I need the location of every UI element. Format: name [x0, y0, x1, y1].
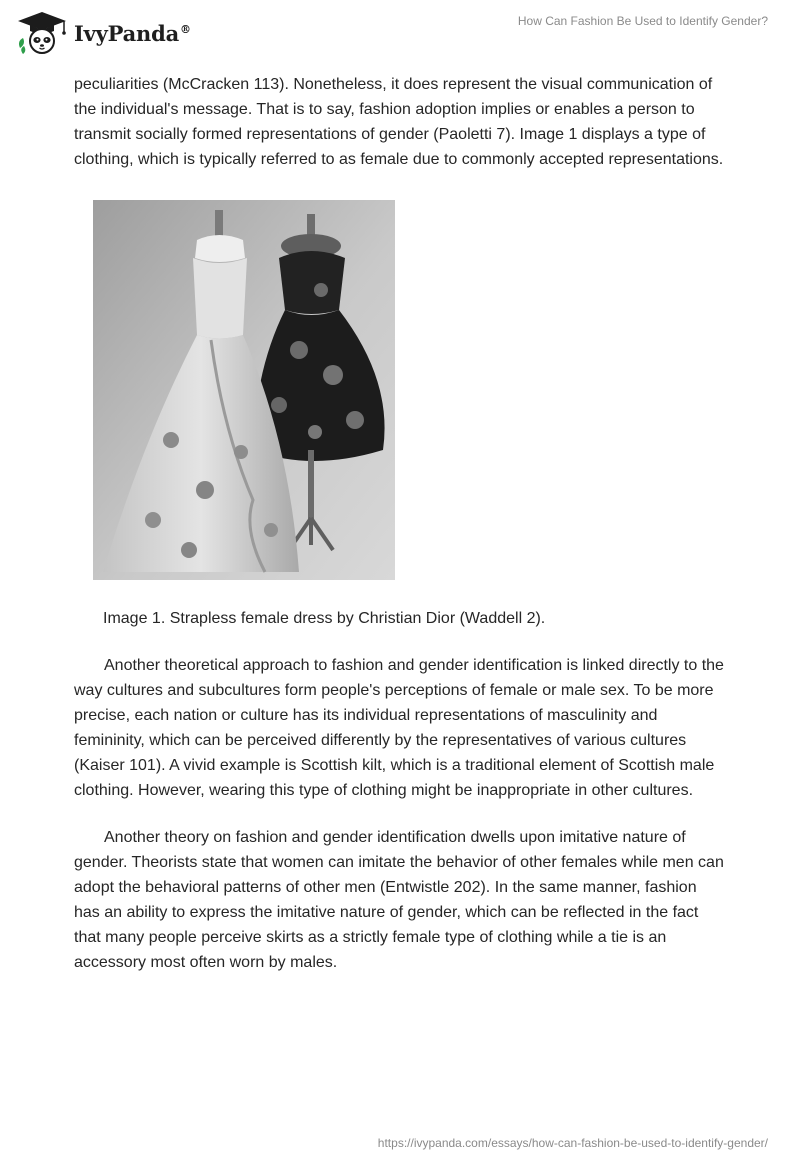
dior-dress-photo: [93, 200, 395, 580]
paragraph-3: Another theory on fashion and gender identification dwells upon imitative nature of gender. Theorists state that women can imitate the behavior of other females while men can adopt the behavioral patterns of other men (Entwistle 202). In the same manner, fashion has an ability to express the imitative nature of gender, which can be reflected in the fact that many people perceive skirts as a strictly female type of clothing while a tie is an accessory most often worn by males.: [74, 829, 724, 971]
panda-graduate-icon: [14, 10, 70, 56]
page-header: [0, 0, 800, 66]
source-url-link[interactable]: https://ivypanda.com/essays/how-can-fashion-be-used-to-identify-gender/: [377, 1136, 768, 1150]
brand-name: IvyPanda: [74, 20, 180, 46]
essay-body: [74, 72, 726, 997]
paragraph-1: peculiarities (McCracken 113). Nonetheless, it does represent the visual communication of the individual's message. That is to say, fashion adoption implies or enables a person to transmit socially formed representations of gender (Paoletti 7). Image 1 displays a type of clothing, which is typically referred to as female due to commonly accepted representations.: [74, 76, 724, 168]
paragraph-2: Another theoretical approach to fashion and gender identification is linked directly to the way cultures and subcultures form people's perceptions of female or male sex. To be more precise, each nation or culture has its individual representations of masculinity and femininity, which can be perceived differently by the representatives of various cultures (Kaiser 101). A vivid example is Scottish kilt, which is a traditional element of Scottish male clothing. However, wearing this type of clothing might be inappropriate in other cultures.: [74, 657, 724, 799]
document-title: How Can Fashion Be Used to Identify Gender?: [517, 14, 768, 28]
dress-photo-illustration: [93, 200, 395, 580]
registered-mark: ®: [180, 22, 191, 36]
brand-logo[interactable]: [14, 10, 191, 56]
figure-caption: Image 1. Strapless female dress by Christian Dior (Waddell 2).: [103, 610, 546, 627]
